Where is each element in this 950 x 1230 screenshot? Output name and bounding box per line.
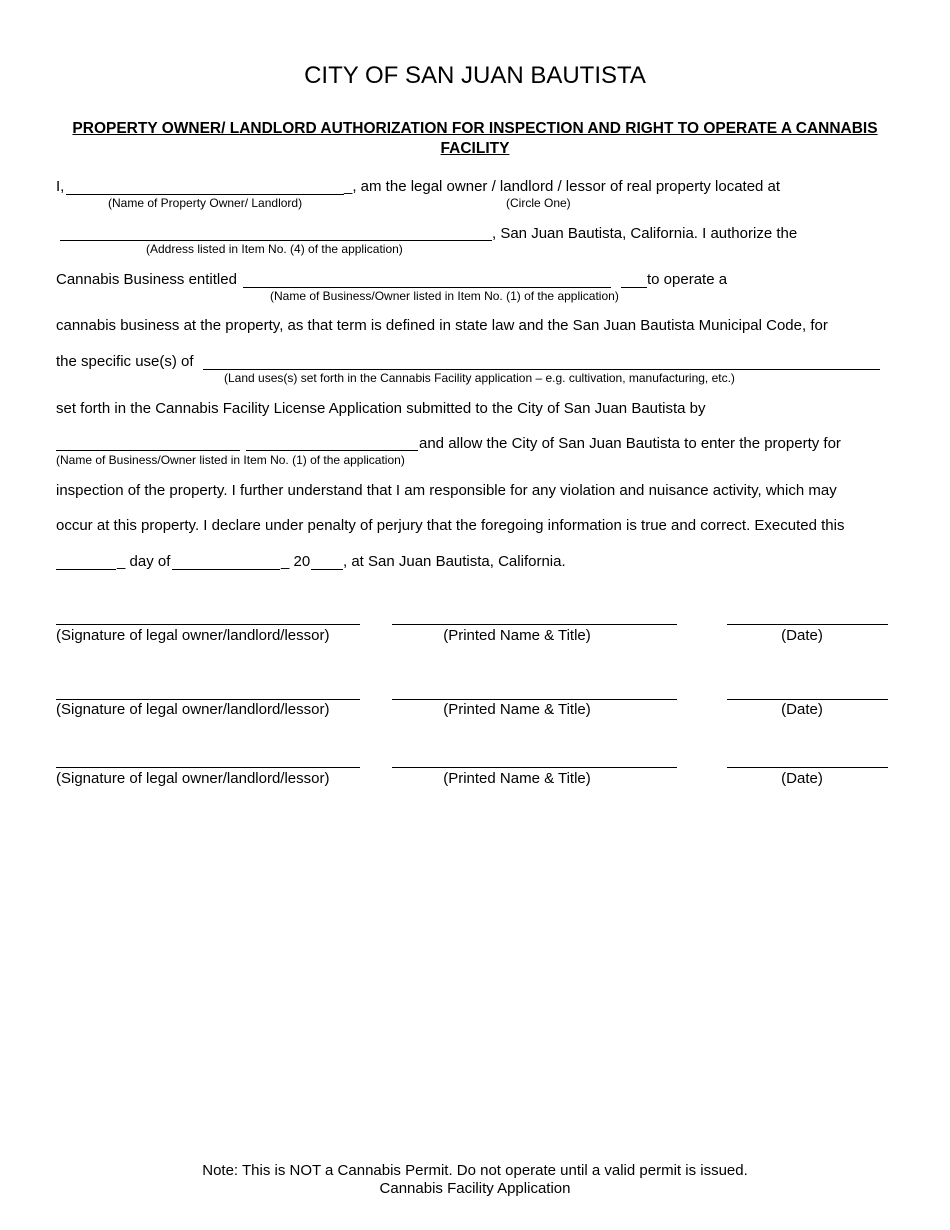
year-field[interactable] — [311, 569, 343, 570]
line1-prefix: I, — [56, 178, 65, 195]
date-line[interactable] — [727, 624, 888, 625]
line3-prefix: Cannabis Business entitled — [56, 271, 237, 288]
business-name-caption: (Name of Business/Owner listed in Item No. (1) of the application) — [270, 289, 619, 303]
date-line[interactable] — [727, 767, 888, 768]
signature-label: (Signature of legal owner/landlord/lessor) — [56, 627, 330, 644]
business-owner-caption: (Name of Business/Owner listed in Item No. (1) of the application) — [56, 453, 405, 467]
signature-line[interactable] — [56, 624, 360, 625]
line1-suffix: _, am the legal owner / landlord / lessor of real property located at — [344, 178, 781, 195]
owner-name-field[interactable] — [66, 194, 344, 195]
signature-line[interactable] — [56, 699, 360, 700]
printed-name-line[interactable] — [392, 624, 677, 625]
printed-name-label: (Printed Name & Title) — [443, 627, 591, 644]
circle-one-caption: (Circle One) — [506, 196, 571, 210]
paragraph-line-4: cannabis business at the property, as that term is defined in state law and the San Juan Bautista Municipal Code, for — [56, 317, 828, 334]
line7-suffix: and allow the City of San Juan Bautista to enter the property for — [419, 435, 841, 452]
printed-name-label: (Printed Name & Title) — [443, 770, 591, 787]
paragraph-line-9: occur at this property. I declare under penalty of perjury that the foregoing information is true and correct. Executed this — [56, 517, 845, 534]
location-suffix: , at San Juan Bautista, California. — [343, 553, 566, 570]
line2-suffix: , San Juan Bautista, California. I authorize the — [492, 225, 798, 242]
address-field[interactable] — [60, 240, 492, 241]
business-name-field-extension — [621, 287, 647, 288]
printed-name-line[interactable] — [392, 699, 677, 700]
printed-name-label: (Printed Name & Title) — [443, 701, 591, 718]
footer-application: Cannabis Facility Application — [379, 1180, 571, 1197]
owner-name-caption: (Name of Property Owner/ Landlord) — [108, 196, 303, 210]
printed-name-line[interactable] — [392, 767, 677, 768]
date-label: (Date) — [781, 627, 823, 644]
business-name-field[interactable] — [243, 287, 611, 288]
year-prefix-label: _ 20 — [281, 553, 311, 570]
line3-suffix: to operate a — [647, 271, 728, 288]
date-label: (Date) — [781, 770, 823, 787]
month-field[interactable] — [172, 569, 280, 570]
line5-prefix: the specific use(s) of — [56, 353, 194, 370]
paragraph-line-8: inspection of the property. I further understand that I am responsible for any violation and nuisance activity, which may — [56, 482, 837, 499]
date-line[interactable] — [727, 699, 888, 700]
signature-label: (Signature of legal owner/landlord/lessor) — [56, 770, 330, 787]
land-uses-caption: (Land uses(s) set forth in the Cannabis Facility application – e.g. cultivation, manufacturing, etc.) — [224, 371, 735, 385]
footer-note: Note: This is NOT a Cannabis Permit. Do not operate until a valid permit is issued. — [202, 1162, 748, 1179]
business-owner-field-b[interactable] — [246, 450, 418, 451]
land-uses-field[interactable] — [203, 369, 880, 370]
date-label: (Date) — [781, 701, 823, 718]
day-of-label: _ day of — [117, 553, 171, 570]
business-owner-field-a[interactable] — [56, 450, 240, 451]
address-caption: (Address listed in Item No. (4) of the application) — [146, 242, 403, 256]
signature-line[interactable] — [56, 767, 360, 768]
day-field[interactable] — [56, 569, 116, 570]
paragraph-line-6: set forth in the Cannabis Facility License Application submitted to the City of San Juan Bautista by — [56, 400, 706, 417]
form-heading: PROPERTY OWNER/ LANDLORD AUTHORIZATION FOR INSPECTION AND RIGHT TO OPERATE A CANNABIS FACILITY — [72, 120, 878, 157]
page-title: CITY OF SAN JUAN BAUTISTA — [304, 62, 646, 89]
signature-label: (Signature of legal owner/landlord/lessor) — [56, 701, 330, 718]
